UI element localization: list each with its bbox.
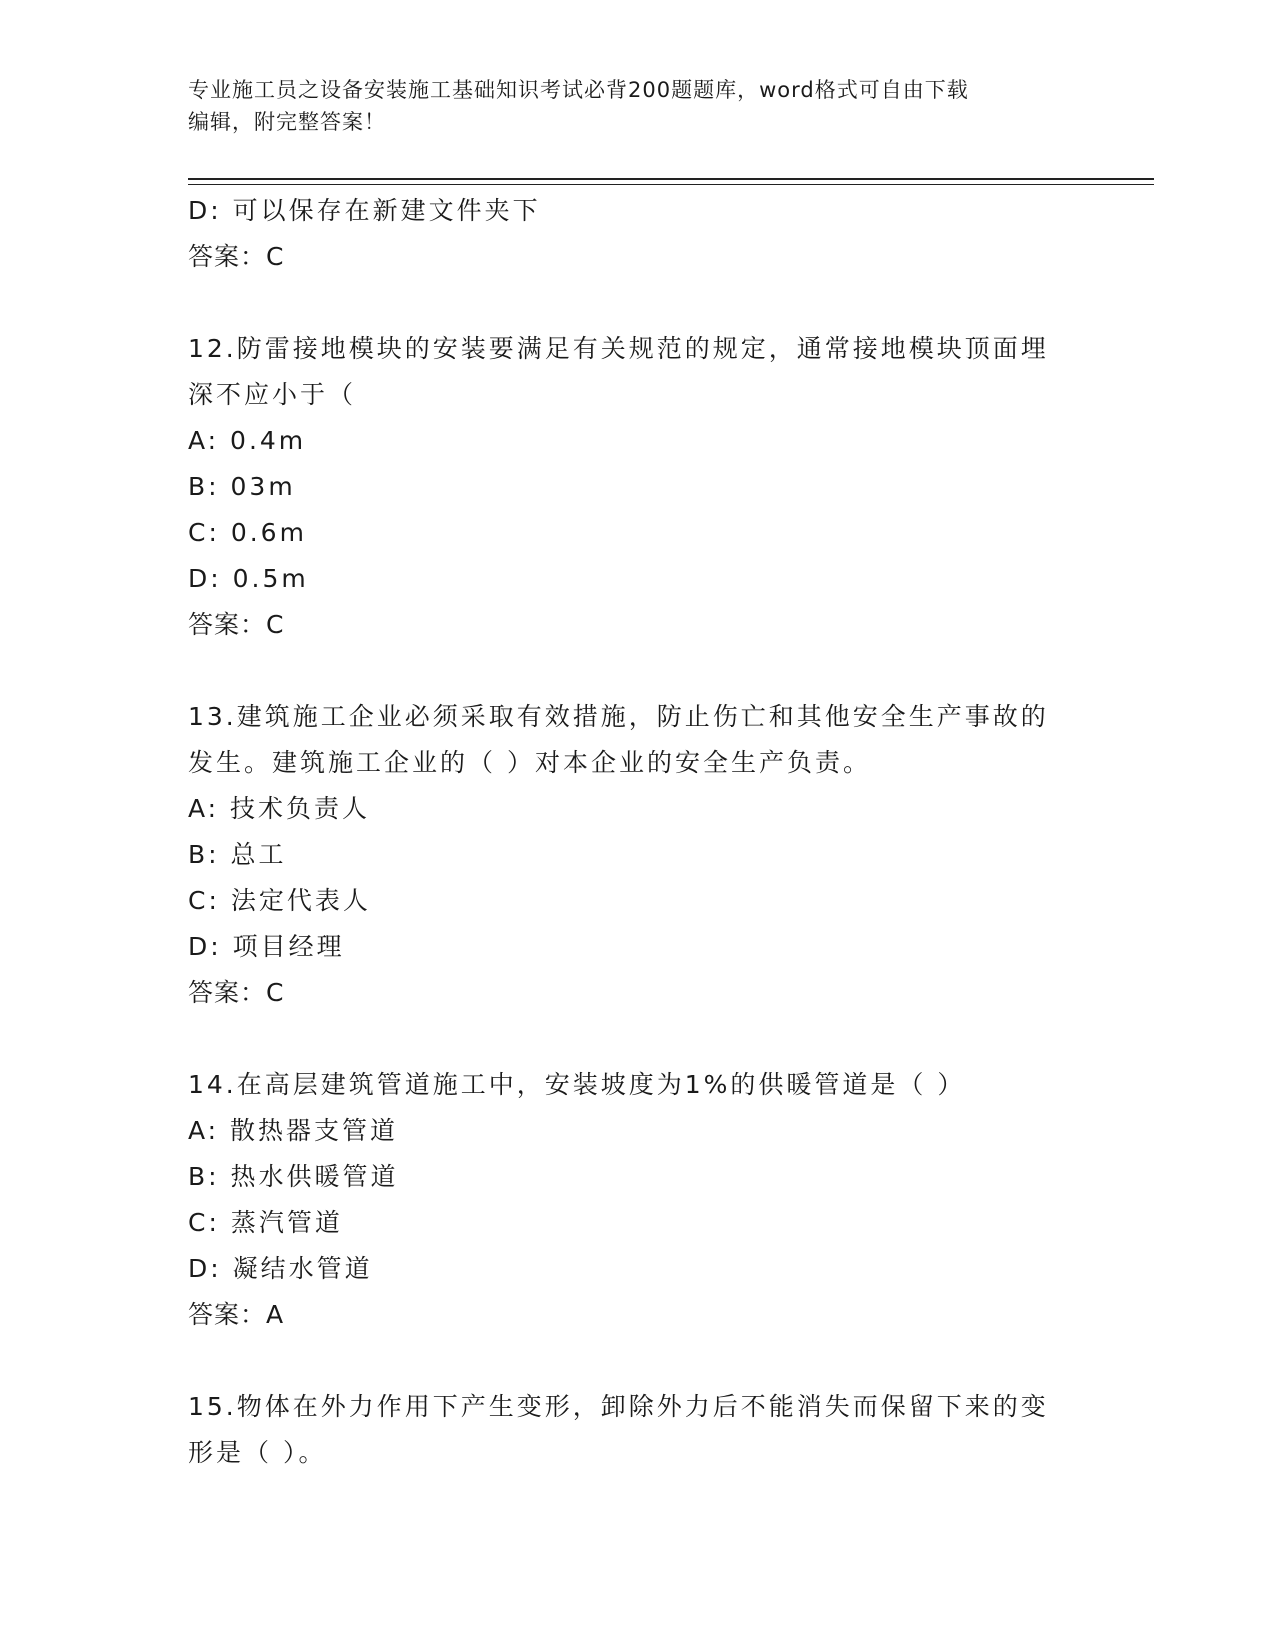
option-d: D: 可以保存在新建文件夹下 — [188, 196, 541, 225]
question-text-line-2: 深不应小于（ — [188, 380, 357, 409]
answer-line: 答案：A — [188, 1300, 285, 1329]
question-text-line-1: 14.在高层建筑管道施工中，安装坡度为1%的供暖管道是（ ） — [188, 1070, 966, 1099]
option-b: B: 总工 — [188, 840, 287, 869]
question-text-line-1: 13.建筑施工企业必须采取有效措施，防止伤亡和其他安全生产事故的 — [188, 702, 1049, 731]
option-d: D: 0.5m — [188, 564, 309, 593]
answer-line: 答案：C — [188, 978, 285, 1007]
question-text-line-1: 15.物体在外力作用下产生变形，卸除外力后不能消失而保留下来的变 — [188, 1392, 1049, 1421]
header-title-line-2: 编辑，附完整答案！ — [188, 110, 386, 134]
option-d: D: 项目经理 — [188, 932, 345, 961]
header-divider-thick — [188, 178, 1154, 180]
answer-line: 答案：C — [188, 610, 285, 639]
option-c: C: 0.6m — [188, 518, 307, 547]
question-12 — [188, 326, 1088, 648]
option-c: C: 法定代表人 — [188, 886, 371, 915]
question-14 — [188, 1062, 1088, 1338]
question-15 — [188, 1384, 1088, 1476]
question-text-line-1: 12.防雷接地模块的安装要满足有关规范的规定，通常接地模块顶面埋 — [188, 334, 1049, 363]
question-text-line-2: 发生。建筑施工企业的（ ）对本企业的安全生产负责。 — [188, 748, 871, 777]
question-text-line-2: 形是（ ）。 — [188, 1438, 327, 1467]
option-b: B: 热水供暖管道 — [188, 1162, 399, 1191]
document-header — [188, 74, 1088, 138]
option-a: A: 散热器支管道 — [188, 1116, 399, 1145]
option-a: A: 技术负责人 — [188, 794, 371, 823]
option-a: A: 0.4m — [188, 426, 307, 455]
option-c: C: 蒸汽管道 — [188, 1208, 343, 1237]
header-title-line-1: 专业施工员之设备安装施工基础知识考试必背200题题库，word格式可自由下载 — [188, 78, 969, 102]
answer-line: 答案：C — [188, 242, 285, 271]
question-13 — [188, 694, 1088, 1016]
question-list — [188, 188, 1088, 1476]
carry-over-block — [188, 188, 1088, 280]
option-b: B: 03m — [188, 472, 296, 501]
header-divider-thin — [188, 184, 1154, 185]
option-d: D: 凝结水管道 — [188, 1254, 373, 1283]
